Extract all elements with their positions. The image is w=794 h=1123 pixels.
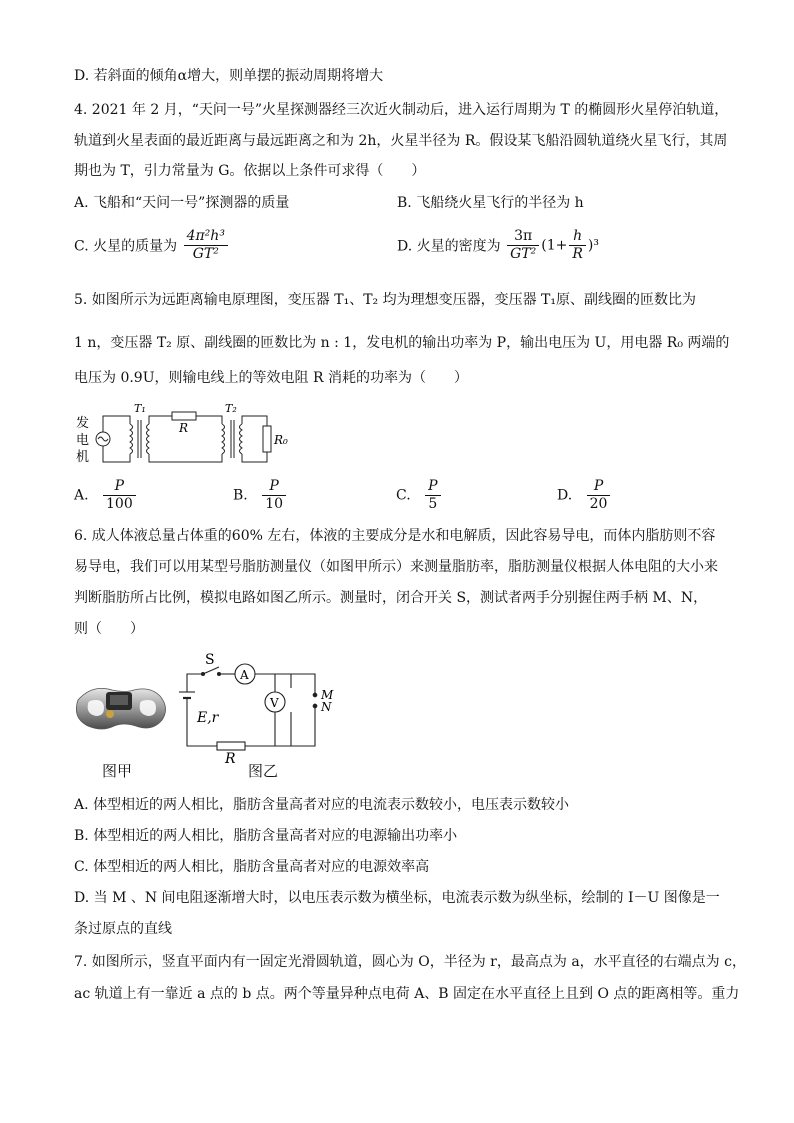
q5-stem-line1: 5. 如图所示为远距离输电原理图，变压器 T₁、T₂ 均为理想变压器，变压器 T₁原、副线圈的匝数比为 [74, 292, 697, 308]
q4-option-d-inner-numerator: h [569, 228, 586, 246]
q5-option-b-denominator: 10 [265, 496, 284, 512]
q5-option-b-numerator: P [262, 478, 286, 496]
q5-option-b [233, 478, 288, 513]
q4-option-b: B. 飞船绕火星飞行的半径为 h [397, 195, 584, 211]
q4-stem-line2: 轨道到火星表面的最近距离与最远距离之和为 2h，火星半径为 R。假设某飞船沿圆轨道绕火星飞行，其周 [74, 133, 728, 149]
q4-option-c-numerator: 4π²h³ [184, 228, 228, 246]
resistor-r [172, 412, 196, 420]
terminal-m-label: M [321, 688, 334, 702]
q5-option-a-label: A. [74, 487, 89, 504]
q5-option-c-numerator: P [425, 478, 440, 496]
q5-option-a-numerator: P [103, 478, 136, 496]
q4-option-d-numerator: 3π [507, 228, 539, 246]
t2-primary-coil [222, 424, 225, 454]
ammeter-label: A [240, 668, 249, 682]
q4-option-c-denominator: GT² [192, 246, 219, 262]
q5-option-a-denominator: 100 [106, 496, 133, 512]
q6-stem-line2: 易导电，我们可以用某型号脂肪测量仪（如图甲所示）来测量脂肪率，脂肪测量仪根据人体电阻的大小来 [74, 559, 718, 575]
q6-stem-line1: 6. 成人体液总量占体重的60% 左右，体液的主要成分是水和电解质，因此容易导电，而体内脂肪则不容 [74, 528, 716, 544]
q5-stem-line2: 1 n，变压器 T₂ 原、副线圈的匝数比为 n : 1，发电机的输出功率为 P，输出电压为 U，用电器 R₀ 两端的 [74, 335, 730, 351]
q5-option-a-fraction [103, 478, 136, 513]
q5-option-d [557, 478, 612, 513]
q6-option-b: B. 体型相近的两人相比，脂肪含量高者对应的电源输出功率小 [74, 828, 458, 844]
q5-option-a [74, 478, 138, 513]
q5-option-c-denominator: 5 [428, 496, 438, 512]
q5-option-b-fraction [262, 478, 286, 513]
q5-option-d-fraction [587, 478, 611, 513]
q4-option-d-inner-fraction [569, 228, 586, 263]
q5-stem-line3: 电压为 0.9U，则输电线上的等效电阻 R 消耗的功率为（ ） [74, 370, 468, 386]
q4-stem-line3: 期也为 T，引力常量为 G。依据以上条件可求得（ ） [74, 163, 426, 179]
q6-option-c: C. 体型相近的两人相比，脂肪含量高者对应的电源效率高 [74, 859, 430, 875]
fig-yi-caption: 图乙 [248, 762, 279, 780]
t1-label: T₁ [134, 402, 146, 415]
q6-circuit-diagram [175, 650, 345, 768]
q5-option-c-fraction [425, 478, 440, 513]
q6-option-d-line2: 条过原点的直线 [74, 921, 172, 937]
q4-option-d-suffix: )³ [587, 237, 599, 254]
q5-option-b-label: B. [233, 487, 248, 504]
q5-option-c [396, 478, 443, 513]
q4-option-d-paren: (1+ [541, 237, 568, 254]
q4-option-c-label: C. 火星的质量为 [74, 238, 178, 255]
q4-option-d-label: D. 火星的密度为 [397, 238, 501, 255]
t2-label: T₂ [225, 402, 237, 415]
r-label: R [179, 421, 189, 435]
q4-option-a: A. 飞船和“天问一号”探测器的质量 [74, 195, 290, 211]
generator-wave [98, 437, 108, 441]
q6-stem-line3: 判断脂肪所占比例，模拟电路如图乙所示。测量时，闭合开关 S，测试者两手分别握住两手柄 M、N， [74, 590, 708, 606]
fat-meter-image [70, 670, 170, 750]
switch-label: S [205, 652, 215, 668]
battery-label: E,r [197, 710, 219, 726]
terminal-n-label: N [321, 700, 332, 714]
q5-option-c-label: C. [396, 487, 411, 504]
t2-secondary-coil [240, 424, 243, 454]
resistor-label: R [225, 751, 236, 767]
q4-option-d [397, 228, 599, 263]
q4-option-d-fraction [507, 228, 539, 263]
t1-secondary-coil [147, 424, 150, 454]
generator-label-3: 机 [76, 450, 90, 465]
q4-option-c-fraction [184, 228, 228, 263]
q5-option-d-denominator: 20 [589, 496, 608, 512]
q3-option-d: D. 若斜面的倾角α增大，则单摆的振动周期将增大 [74, 68, 384, 84]
q6-stem-line4: 则（ ） [74, 621, 144, 637]
q5-option-d-numerator: P [587, 478, 611, 496]
q5-option-d-label: D. [557, 487, 573, 504]
q7-stem-line1: 7. 如图所示，竖直平面内有一固定光滑圆轨道，圆心为 O，半径为 r，最高点为 a，水平直径的右端点为 c， [74, 954, 746, 970]
q4-option-c [74, 228, 230, 263]
q5-transmission-diagram [72, 400, 292, 470]
t1-primary-coil [130, 424, 133, 454]
q6-option-a: A. 体型相近的两人相比，脂肪含量高者对应的电流表示数较小，电压表示数较小 [74, 797, 570, 813]
resistor-r0 [263, 426, 271, 452]
q4-stem-line1: 4. 2021 年 2 月，“天问一号”火星探测器经三次近火制动后，进入运行周期为 T 的椭圆形火星停泊轨道， [74, 102, 729, 118]
q7-stem-line2: ac 轨道上有一靠近 a 点的 b 点。两个等量异种点电荷 A、B 固定在水平直径上且到 O 点的距离相等。重力 [74, 986, 740, 1002]
r0-label: R₀ [274, 433, 288, 447]
voltmeter-label: V [270, 696, 279, 710]
fig-jia-caption: 图甲 [102, 762, 133, 780]
q4-option-d-denominator: GT² [510, 246, 537, 262]
generator-label-1: 发 [76, 416, 90, 431]
switch-s [203, 667, 219, 674]
resistor-r [217, 742, 245, 750]
q6-option-d-line1: D. 当 M 、N 间电阻逐渐增大时，以电压表示数为横坐标，电流表示数为纵坐标，绘制的 I－U 图像是一 [74, 890, 720, 906]
q4-option-d-inner-denominator: R [572, 246, 583, 262]
generator-label-2: 电 [76, 433, 90, 448]
